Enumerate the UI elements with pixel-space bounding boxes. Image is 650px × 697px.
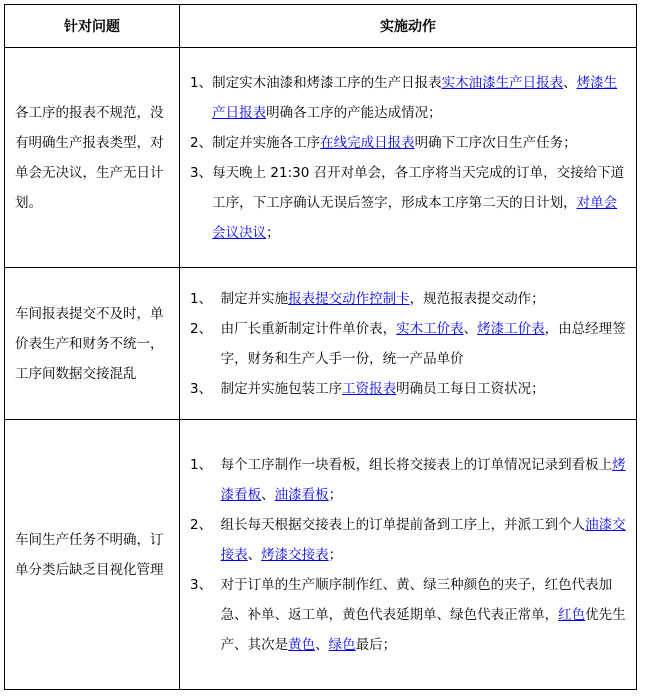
action-number: 3、 xyxy=(190,164,213,181)
action-text-segment: 明确下工序次日生产任务； xyxy=(414,134,577,151)
action-text-segment: ，由总经理签字，财务和生产人手一份，统一产品单价 xyxy=(220,320,626,367)
action-text-segment: 组长每天根据交接表上的订单提前备到工序上，并派工到个人 xyxy=(220,516,586,533)
document-link[interactable]: 实木工价表 xyxy=(396,320,464,337)
action-number: 1、 xyxy=(190,74,213,91)
action-item xyxy=(190,158,630,248)
action-text-segment: 由厂长重新制定计件单价表， xyxy=(220,320,397,337)
table-row xyxy=(5,48,637,268)
document-link[interactable]: 烤漆工价表 xyxy=(477,320,545,337)
action-text xyxy=(221,374,630,404)
document-link[interactable]: 报表提交动作控制卡 xyxy=(288,290,410,307)
action-text-segment: 、 xyxy=(261,486,275,503)
action-text xyxy=(212,68,630,128)
issue-cell: 各工序的报表不规范，没有明确生产报表类型，对单会无决议，生产无日计划。 xyxy=(5,48,180,268)
action-item xyxy=(190,128,630,158)
action-text-segment: 每个工序制作一块看板，组长将交接表上的订单情况记录到看板上 xyxy=(220,456,613,473)
action-text xyxy=(221,570,630,660)
document-link[interactable]: 绿色 xyxy=(328,636,356,653)
action-text-segment: 、 xyxy=(463,320,478,337)
action-text-segment: 制定并实施各工序 xyxy=(212,134,321,151)
action-number: 2、 xyxy=(190,516,221,533)
document-link[interactable]: 烤漆交接表 xyxy=(261,546,329,563)
document-link[interactable]: 烤漆生产日报表 xyxy=(212,74,618,121)
action-item xyxy=(190,284,630,314)
issue-cell: 车间生产任务不明确，订单分类后缺乏目视化管理 xyxy=(5,420,180,690)
action-text xyxy=(212,158,630,248)
header-issue: 针对问题 xyxy=(5,5,180,48)
action-text-segment: 明确各工序的产能达成情况； xyxy=(266,104,442,121)
action-cell xyxy=(180,268,637,420)
action-text xyxy=(221,450,630,510)
action-text-segment: 、 xyxy=(563,74,577,91)
table-row xyxy=(5,420,637,690)
document-link[interactable]: 油漆交接表 xyxy=(220,516,626,563)
action-text-segment: 制定并实施 xyxy=(220,290,289,307)
action-text-segment: 最后； xyxy=(355,636,397,653)
action-item xyxy=(190,570,630,660)
issue-cell: 车间报表提交不及时，单价表生产和财务不统一，工序间数据交接混乱 xyxy=(5,268,180,420)
action-item xyxy=(190,450,630,510)
action-number: 3、 xyxy=(190,576,221,593)
action-item xyxy=(190,510,630,570)
action-number: 2、 xyxy=(190,320,221,337)
action-item xyxy=(190,314,630,374)
document-link[interactable]: 油漆看板 xyxy=(274,486,329,503)
action-number: 3、 xyxy=(190,380,221,397)
action-text xyxy=(221,314,630,374)
action-text xyxy=(221,510,630,570)
action-number: 2、 xyxy=(190,134,213,151)
document-link[interactable]: 工资报表 xyxy=(342,380,397,397)
action-text-segment: 、 xyxy=(247,546,262,563)
action-text-segment: ，规范报表提交动作； xyxy=(409,290,545,307)
document-link[interactable]: 对单会会议决议 xyxy=(212,194,618,241)
action-text-segment: ； xyxy=(328,546,343,563)
document-link[interactable]: 烤漆看板 xyxy=(220,456,626,503)
action-cell xyxy=(180,420,637,690)
action-number: 1、 xyxy=(190,290,221,307)
action-text-segment: 优先生产、其次是 xyxy=(220,606,626,653)
action-text-segment: 制定并实施包装工序 xyxy=(220,380,343,397)
action-item xyxy=(190,374,630,404)
action-cell xyxy=(180,48,637,268)
document-link[interactable]: 红色 xyxy=(558,606,586,623)
action-text-segment: ； xyxy=(266,224,280,241)
action-text-segment: 明确员工每日工资状况； xyxy=(396,380,545,397)
action-text xyxy=(212,128,630,158)
document-link[interactable]: 在线完成日报表 xyxy=(320,134,415,151)
action-number: 1、 xyxy=(190,456,221,473)
header-action: 实施动作 xyxy=(180,5,637,48)
action-plan-table xyxy=(4,4,637,690)
document-link[interactable]: 黄色 xyxy=(288,636,316,653)
action-text xyxy=(221,284,630,314)
action-text-segment: 对于订单的生产顺序制作红、黄、绿三种颜色的夹子，红色代表加急、补单、返工单，黄色代表延期单、绿色代表正常单， xyxy=(220,576,613,623)
table-header-row xyxy=(5,5,637,48)
action-text-segment: 每天晚上 21:30 召开对单会，各工序将当天完成的订单，交接给下道工序，下工序确认无误后签字，形成本工序第二天的日计划， xyxy=(212,164,625,211)
action-text-segment: 、 xyxy=(315,636,329,653)
action-item xyxy=(190,68,630,128)
action-text-segment: ； xyxy=(328,486,343,503)
action-text-segment: 制定实木油漆和烤漆工序的生产日报表 xyxy=(212,74,442,91)
table-row xyxy=(5,268,637,420)
document-link[interactable]: 实木油漆生产日报表 xyxy=(441,74,564,91)
